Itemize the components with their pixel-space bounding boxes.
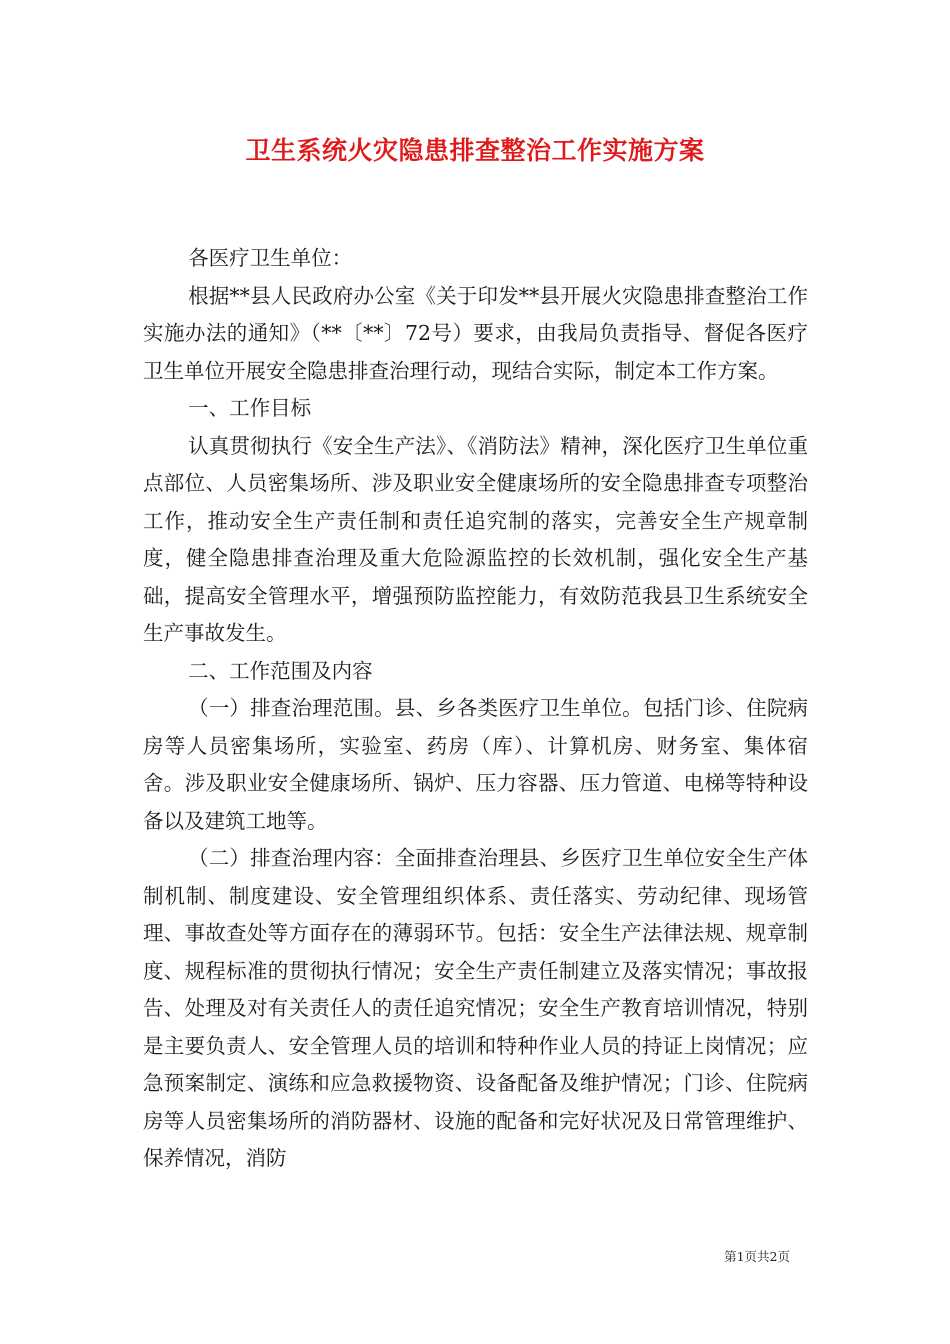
paragraph-goals: 认真贯彻执行《安全生产法》、《消防法》精神，深化医疗卫生单位重点部位、人员密集场所、涉及职业安全健康场所的安全隐患排查专项整治工作，推动安全生产责任制和责任追究制的落实，完善安全生产规章制度，健全隐患排查治理及重大危险源监控的长效机制，强化安全生产基础，提高安全管理水平，增强预防监控能力，有效防范我县卫生系统安全生产事故发生。 — [143, 433, 808, 645]
document-title: 卫生系统火灾隐患排查整治工作实施方案 — [245, 136, 705, 165]
document-body — [143, 240, 808, 1178]
paragraph-intro: 根据**县人民政府办公室《关于印发**县开展火灾隐患排查整治工作实施办法的通知》（**〔**〕72号）要求，由我局负责指导、督促各医疗卫生单位开展安全隐患排查治理行动，现结合实际，制定本工作方案。 — [143, 283, 808, 383]
salutation: 各医疗卫生单位： — [188, 246, 353, 270]
section-heading-scope: 二、工作范围及内容 — [188, 658, 373, 683]
paragraph-scope: （一）排查治理范围。县、乡各类医疗卫生单位。包括门诊、住院病房等人员密集场所，实验室、药房（库）、计算机房、财务室、集体宿舍。涉及职业安全健康场所、锅炉、压力容器、压力管道、电梯等特种设备以及建筑工地等。 — [143, 696, 808, 833]
page-number-footer: 第1页共2页 — [724, 1249, 790, 1264]
paragraph-content: （二）排查治理内容：全面排查治理县、乡医疗卫生单位安全生产体制机制、制度建设、安全管理组织体系、责任落实、劳动纪律、现场管理、事故查处等方面存在的薄弱环节。包括：安全生产法律法规、规章制度、规程标准的贯彻执行情况；安全生产责任制建立及落实情况；事故报告、处理及对有关责任人的责任追究情况；安全生产教育培训情况，特别是主要负责人、安全管理人员的培训和特种作业人员的持证上岗情况；应急预案制定、演练和应急救援物资、设备配备及维护情况；门诊、住院病房等人员密集场所的消防器材、设施的配备和完好状况及日常管理维护、保养情况，消防 — [143, 846, 808, 1170]
section-heading-goals: 一、工作目标 — [188, 396, 312, 420]
